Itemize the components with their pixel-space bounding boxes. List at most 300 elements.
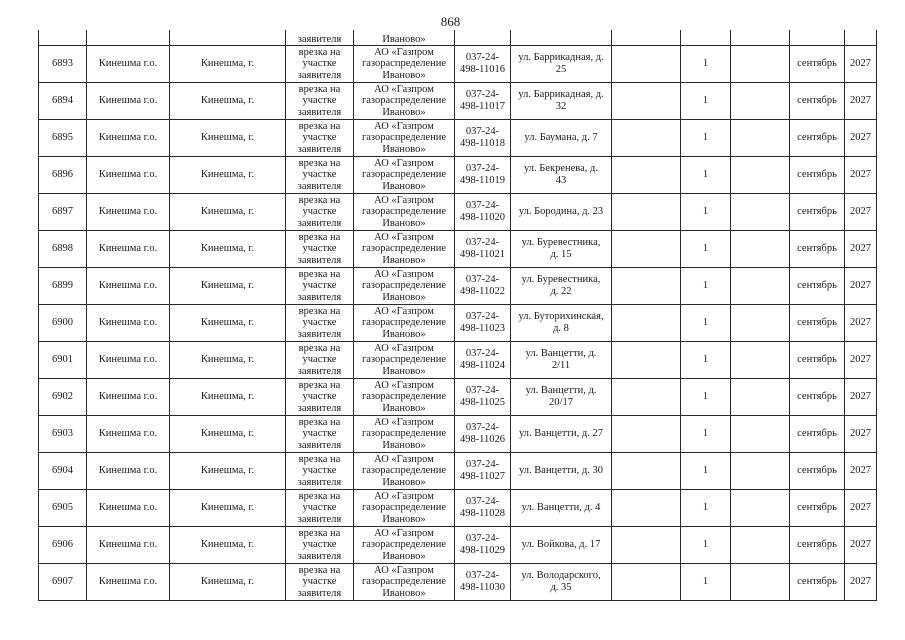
table-row-partial <box>39 30 877 46</box>
cell-address <box>511 120 612 157</box>
cell-quantity-text: 1 <box>702 428 709 440</box>
cell-organization <box>354 46 455 83</box>
cell-address-line: ул. Войкова, д. 17 <box>521 539 601 551</box>
table-row <box>39 490 877 527</box>
table-row <box>39 268 877 305</box>
cell-work-type-line: заявителя <box>297 143 342 155</box>
cell-month-text: сентябрь <box>797 354 837 366</box>
cell-organization-line: газораспределение <box>361 317 447 329</box>
cell-code-line: 498-11017 <box>459 101 506 112</box>
cell-year <box>845 231 877 268</box>
cell-year <box>845 194 877 231</box>
cell-year <box>845 46 877 83</box>
cell-organization-line: Иваново» <box>382 180 426 192</box>
page-number <box>0 14 905 30</box>
cell-num <box>39 46 87 83</box>
cell-empty-a <box>612 231 681 268</box>
cell-code <box>455 305 511 342</box>
cell-quantity-text: 1 <box>702 576 709 588</box>
cell-organization-line: Иваново» <box>382 402 426 414</box>
cell-empty-a <box>612 83 681 120</box>
cell-empty-a <box>612 453 681 490</box>
cell-quantity <box>681 564 731 601</box>
cell-organization-line: газораспределение <box>361 576 447 588</box>
cell-code-line: 037-24- <box>465 348 500 360</box>
cell-year-text: 2027 <box>850 465 871 477</box>
cell-district <box>87 231 170 268</box>
cell-organization-line: Иваново» <box>382 550 426 562</box>
cell-locality-text: Кинешма, г. <box>200 317 255 329</box>
cell-locality <box>170 527 286 564</box>
cell-work-type <box>286 342 354 379</box>
cell-work-type <box>286 120 354 157</box>
cell-locality-text: Кинешма, г. <box>200 465 255 477</box>
cell-work-type-line: участке <box>302 132 337 144</box>
cell-year-text: 2027 <box>850 317 871 329</box>
cell-code-line: 498-11020 <box>459 212 506 223</box>
cell-locality <box>170 157 286 194</box>
cell-month-text: сентябрь <box>797 206 837 218</box>
cell-month <box>790 46 845 83</box>
cell-work-type-line: участке <box>302 391 337 403</box>
cell-organization-line: газораспределение <box>361 280 447 292</box>
cell-quantity <box>681 83 731 120</box>
cell-locality-text: Кинешма, г. <box>200 169 255 181</box>
cell-quantity <box>681 527 731 564</box>
cell-year-text: 2027 <box>850 95 871 107</box>
cell-code-line: 037-24- <box>465 237 500 249</box>
cell-locality <box>170 305 286 342</box>
cell-district-text: Кинешма г.о. <box>98 354 158 366</box>
cell-num <box>39 83 87 120</box>
cell-address <box>511 305 612 342</box>
cell-code <box>455 46 511 83</box>
cell-organization <box>354 342 455 379</box>
cell-work-type <box>286 564 354 601</box>
cell-code-line: 498-11024 <box>459 360 506 371</box>
cell-empty-b <box>731 564 790 601</box>
cell-district-text: Кинешма г.о. <box>98 502 158 514</box>
cell-month-text: сентябрь <box>797 539 837 551</box>
cell-work-type-line: заявителя <box>297 439 342 451</box>
cell-work-type-line: врезка на <box>298 157 341 169</box>
table-row <box>39 527 877 564</box>
cell-work-type-line: врезка на <box>298 83 341 95</box>
cell-empty-b <box>731 379 790 416</box>
cell-address-line: 20/17 <box>549 397 573 408</box>
cell-year <box>845 120 877 157</box>
cell-quantity-text: 1 <box>702 206 709 218</box>
cell-work-type <box>286 231 354 268</box>
cell-district <box>87 30 170 46</box>
cell-code-line: 037-24- <box>465 570 500 582</box>
cell-month <box>790 379 845 416</box>
cell-num <box>39 30 87 46</box>
cell-code <box>455 490 511 527</box>
cell-work-type-line: врезка на <box>298 342 341 354</box>
cell-quantity-text: 1 <box>702 317 709 329</box>
cell-code-line: 498-11018 <box>459 138 506 149</box>
cell-num <box>39 342 87 379</box>
cell-organization-line: газораспределение <box>361 95 447 107</box>
cell-address-line: 43 <box>555 175 567 186</box>
cell-quantity-text: 1 <box>702 391 709 403</box>
cell-month <box>790 194 845 231</box>
cell-num-text: 6901 <box>52 354 73 366</box>
cell-quantity-text: 1 <box>702 502 709 514</box>
cell-district <box>87 46 170 83</box>
cell-work-type-line: заявителя <box>297 476 342 488</box>
cell-work-type-line: заявителя <box>297 254 342 266</box>
cell-work-type <box>286 83 354 120</box>
table-row <box>39 46 877 83</box>
cell-work-type <box>286 416 354 453</box>
cell-work-type-line: заявителя <box>297 402 342 414</box>
cell-work-type-line: заявителя <box>297 365 342 377</box>
cell-organization-line: АО «Газпром <box>374 453 434 465</box>
cell-empty-b <box>731 453 790 490</box>
cell-month <box>790 268 845 305</box>
cell-num <box>39 564 87 601</box>
cell-month <box>790 416 845 453</box>
cell-code <box>455 342 511 379</box>
cell-organization-line: АО «Газпром <box>374 416 434 428</box>
cell-quantity <box>681 46 731 83</box>
cell-empty-a <box>612 564 681 601</box>
cell-district <box>87 379 170 416</box>
cell-year-text: 2027 <box>850 132 871 144</box>
cell-empty-a <box>612 416 681 453</box>
cell-address-line: ул. Ванцетти, д. <box>525 385 597 397</box>
cell-locality-text: Кинешма, г. <box>200 132 255 144</box>
cell-empty-a <box>612 194 681 231</box>
cell-address-line: ул. Ванцетти, д. 4 <box>521 502 601 514</box>
cell-num-text: 6905 <box>52 502 73 514</box>
cell-organization-line: АО «Газпром <box>374 490 434 502</box>
cell-locality <box>170 268 286 305</box>
cell-locality <box>170 564 286 601</box>
cell-code-line: 037-24- <box>465 496 500 508</box>
cell-locality-text: Кинешма, г. <box>200 502 255 514</box>
cell-address-line: ул. Баррикадная, д. <box>518 89 604 101</box>
cell-address-line: ул. Володарского, <box>521 570 601 582</box>
cell-num-text: 6907 <box>52 576 73 588</box>
cell-year <box>845 305 877 342</box>
cell-month-text: сентябрь <box>797 95 837 107</box>
cell-empty-a <box>612 342 681 379</box>
cell-month-text: сентябрь <box>797 169 837 181</box>
cell-address <box>511 453 612 490</box>
cell-year <box>845 379 877 416</box>
cell-empty-a <box>612 120 681 157</box>
cell-num <box>39 231 87 268</box>
cell-district-text: Кинешма г.о. <box>98 391 158 403</box>
cell-month-text: сентябрь <box>797 428 837 440</box>
cell-organization-line: Иваново» <box>382 291 426 303</box>
cell-address-line: ул. Баррикадная, д. <box>518 52 604 64</box>
cell-work-type-line: участке <box>302 539 337 551</box>
cell-year-text: 2027 <box>850 539 871 551</box>
cell-district-text: Кинешма г.о. <box>98 95 158 107</box>
cell-address-line: ул. Бекренева, д. <box>524 163 598 175</box>
cell-code-line: 037-24- <box>465 422 500 434</box>
cell-work-type-line: врезка на <box>298 564 341 576</box>
cell-num-text: 6894 <box>52 95 73 107</box>
cell-quantity <box>681 231 731 268</box>
cell-locality <box>170 416 286 453</box>
cell-year-text: 2027 <box>850 391 871 403</box>
cell-locality-text: Кинешма, г. <box>200 428 255 440</box>
cell-year <box>845 564 877 601</box>
cell-organization-line: газораспределение <box>361 502 447 514</box>
cell-code-line: 498-11030 <box>459 582 506 593</box>
cell-organization-line: газораспределение <box>361 206 447 218</box>
cell-code-line: 498-11023 <box>459 323 506 334</box>
cell-month <box>790 342 845 379</box>
cell-address <box>511 416 612 453</box>
cell-organization-line: газораспределение <box>361 132 447 144</box>
cell-district <box>87 83 170 120</box>
cell-address <box>511 342 612 379</box>
cell-district-text: Кинешма г.о. <box>98 317 158 329</box>
cell-work-type <box>286 490 354 527</box>
cell-address <box>511 194 612 231</box>
cell-organization-line: Иваново» <box>382 143 426 155</box>
cell-code-line: 037-24- <box>465 163 500 175</box>
cell-organization-line: АО «Газпром <box>374 564 434 576</box>
cell-work-type-line: врезка на <box>298 194 341 206</box>
cell-work-type-line: участке <box>302 243 337 255</box>
cell-work-type-line: участке <box>302 280 337 292</box>
cell-organization-line: Иваново» <box>382 69 426 81</box>
cell-locality <box>170 83 286 120</box>
cell-locality <box>170 342 286 379</box>
cell-month <box>790 564 845 601</box>
cell-empty-b <box>731 157 790 194</box>
cell-district-text: Кинешма г.о. <box>98 132 158 144</box>
cell-address <box>511 157 612 194</box>
cell-empty-a <box>612 527 681 564</box>
cell-year-text: 2027 <box>850 428 871 440</box>
cell-year <box>845 342 877 379</box>
cell-num-text: 6893 <box>52 58 73 70</box>
cell-code-line: 037-24- <box>465 385 500 397</box>
cell-work-type-line: врезка на <box>298 527 341 539</box>
cell-num-text: 6903 <box>52 428 73 440</box>
cell-code <box>455 453 511 490</box>
cell-empty-a <box>612 268 681 305</box>
cell-empty-a <box>612 490 681 527</box>
table-row <box>39 83 877 120</box>
cell-work-type-line: заявителя <box>297 587 342 599</box>
cell-locality-text: Кинешма, г. <box>200 58 255 70</box>
cell-quantity <box>681 194 731 231</box>
cell-address-line: д. 15 <box>550 249 572 260</box>
cell-address-line: 25 <box>555 64 567 75</box>
cell-locality <box>170 231 286 268</box>
cell-organization <box>354 379 455 416</box>
cell-year <box>845 30 877 46</box>
cell-work-type-line: участке <box>302 465 337 477</box>
cell-address-line: д. 35 <box>550 582 572 593</box>
cell-year <box>845 268 877 305</box>
cell-num <box>39 490 87 527</box>
cell-organization-line: Иваново» <box>382 217 426 229</box>
cell-district <box>87 305 170 342</box>
cell-organization-line: газораспределение <box>361 391 447 403</box>
cell-organization: Иваново» <box>354 30 455 46</box>
cell-district <box>87 453 170 490</box>
table-row <box>39 416 877 453</box>
cell-code-line: 498-11019 <box>459 175 506 186</box>
table-row <box>39 157 877 194</box>
cell-code-line: 037-24- <box>465 533 500 545</box>
cell-work-type <box>286 46 354 83</box>
cell-num-text: 6895 <box>52 132 73 144</box>
cell-code <box>455 527 511 564</box>
table-row <box>39 231 877 268</box>
cell-month <box>790 120 845 157</box>
cell-month-text: сентябрь <box>797 391 837 403</box>
cell-month-text: сентябрь <box>797 317 837 329</box>
cell-code-line: 037-24- <box>465 274 500 286</box>
data-table <box>38 30 877 601</box>
cell-code <box>455 379 511 416</box>
cell-address-line: д. 22 <box>550 286 572 297</box>
cell-num-text: 6904 <box>52 465 73 477</box>
cell-num <box>39 194 87 231</box>
cell-work-type-line: участке <box>302 169 337 181</box>
cell-locality <box>170 379 286 416</box>
cell-district-text: Кинешма г.о. <box>98 539 158 551</box>
cell-organization-line: Иваново» <box>382 254 426 266</box>
cell-num <box>39 416 87 453</box>
cell-month <box>790 30 845 46</box>
cell-year <box>845 490 877 527</box>
cell-district-text: Кинешма г.о. <box>98 58 158 70</box>
cell-organization <box>354 564 455 601</box>
cell-locality <box>170 490 286 527</box>
cell-district <box>87 120 170 157</box>
cell-empty-b <box>731 490 790 527</box>
cell-work-type-line: врезка на <box>298 268 341 280</box>
cell-quantity <box>681 416 731 453</box>
cell-work-type-line: участке <box>302 317 337 329</box>
cell-district-text: Кинешма г.о. <box>98 169 158 181</box>
cell-work-type-line: заявителя <box>297 291 342 303</box>
cell-code-line: 037-24- <box>465 89 500 101</box>
cell-work-type-line: участке <box>302 428 337 440</box>
cell-work-type-line: заявителя <box>297 328 342 340</box>
cell-code <box>455 268 511 305</box>
cell-work-type-line: участке <box>302 95 337 107</box>
cell-work-type <box>286 194 354 231</box>
cell-quantity-text: 1 <box>702 465 709 477</box>
cell-num-text: 6898 <box>52 243 73 255</box>
cell-organization-line: АО «Газпром <box>374 120 434 132</box>
cell-num-text: 6902 <box>52 391 73 403</box>
cell-organization-line: Иваново» <box>382 439 426 451</box>
cell-code <box>455 231 511 268</box>
cell-district-text: Кинешма г.о. <box>98 428 158 440</box>
cell-address <box>511 527 612 564</box>
cell-quantity <box>681 342 731 379</box>
cell-year-text: 2027 <box>850 169 871 181</box>
cell-district <box>87 490 170 527</box>
cell-empty-b <box>731 416 790 453</box>
cell-work-type-line: врезка на <box>298 120 341 132</box>
cell-year <box>845 453 877 490</box>
cell-code-line: 037-24- <box>465 311 500 323</box>
cell-quantity-text: 1 <box>702 280 709 292</box>
cell-district-text: Кинешма г.о. <box>98 465 158 477</box>
cell-organization-line: газораспределение <box>361 428 447 440</box>
cell-year <box>845 416 877 453</box>
cell-quantity-text: 1 <box>702 243 709 255</box>
cell-code-line: 037-24- <box>465 459 500 471</box>
table-row <box>39 379 877 416</box>
cell-code-line: 498-11025 <box>459 397 506 408</box>
cell-district <box>87 157 170 194</box>
cell-locality <box>170 453 286 490</box>
cell-locality-text: Кинешма, г. <box>200 280 255 292</box>
table-row <box>39 564 877 601</box>
cell-district <box>87 416 170 453</box>
cell-year <box>845 527 877 564</box>
cell-empty-b <box>731 194 790 231</box>
cell-month-text: сентябрь <box>797 243 837 255</box>
cell-quantity <box>681 490 731 527</box>
cell-empty-b <box>731 120 790 157</box>
cell-empty-a <box>612 46 681 83</box>
cell-organization-line: Иваново» <box>382 106 426 118</box>
cell-organization <box>354 231 455 268</box>
cell-work-type <box>286 157 354 194</box>
cell-work-type <box>286 527 354 564</box>
cell-work-type-line: врезка на <box>298 416 341 428</box>
cell-organization-line: АО «Газпром <box>374 268 434 280</box>
cell-address-line: ул. Ванцетти, д. <box>525 348 597 360</box>
cell-code-line: 498-11029 <box>459 545 506 556</box>
cell-empty-a <box>612 30 681 46</box>
cell-organization-line: Иваново» <box>382 513 426 525</box>
cell-address <box>511 379 612 416</box>
cell-organization-line: газораспределение <box>361 243 447 255</box>
cell-empty-b <box>731 305 790 342</box>
cell-work-type <box>286 453 354 490</box>
cell-district-text: Кинешма г.о. <box>98 280 158 292</box>
cell-code-line: 037-24- <box>465 200 500 212</box>
cell-code-line: 037-24- <box>465 126 500 138</box>
cell-locality-text: Кинешма, г. <box>200 243 255 255</box>
cell-month-text: сентябрь <box>797 280 837 292</box>
cell-address <box>511 268 612 305</box>
cell-quantity-text: 1 <box>702 539 709 551</box>
cell-organization <box>354 490 455 527</box>
cell-quantity <box>681 120 731 157</box>
cell-empty-a <box>612 379 681 416</box>
cell-month <box>790 157 845 194</box>
cell-locality <box>170 46 286 83</box>
cell-address <box>511 490 612 527</box>
cell-quantity <box>681 157 731 194</box>
cell-work-type-line: врезка на <box>298 490 341 502</box>
cell-organization <box>354 120 455 157</box>
cell-empty-a <box>612 157 681 194</box>
cell-work-type <box>286 379 354 416</box>
cell-code <box>455 83 511 120</box>
cell-organization-line: Иваново» <box>382 365 426 377</box>
